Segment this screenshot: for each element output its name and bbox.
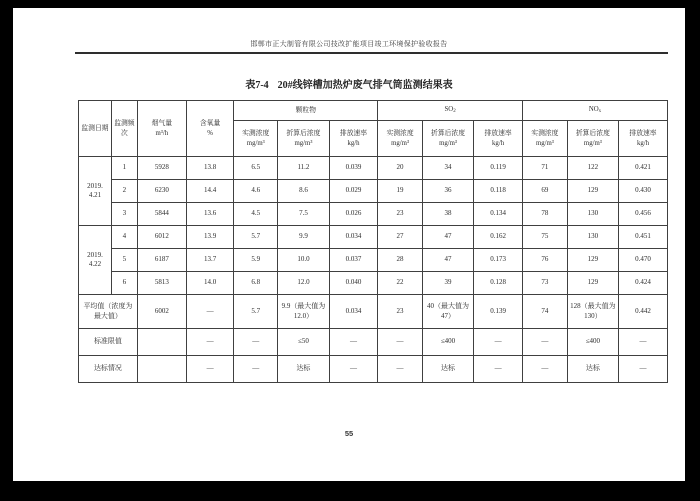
table-cell: 75 bbox=[523, 226, 568, 249]
table-cell: — bbox=[474, 329, 523, 356]
table-cell: 0.119 bbox=[474, 157, 523, 180]
col-header-flue-gas bbox=[137, 101, 186, 157]
table-cell: 6230 bbox=[137, 180, 186, 203]
table-row bbox=[79, 226, 668, 249]
col-header-date: 监测日期 bbox=[79, 101, 112, 157]
table-cell: — bbox=[329, 356, 377, 383]
col-header-oxygen-label: 含氧量 bbox=[199, 120, 221, 128]
table-cell: 7.5 bbox=[278, 203, 330, 226]
table-cell: 0.451 bbox=[619, 226, 668, 249]
table-title bbox=[13, 76, 685, 91]
nox-base: NO bbox=[588, 106, 599, 114]
subheader-so2-rate: 排放速率 kg/h bbox=[474, 121, 523, 157]
table-row bbox=[79, 272, 668, 295]
table-cell: ≤400 bbox=[567, 329, 618, 356]
compliance-row bbox=[79, 356, 668, 383]
table-cell: 0.173 bbox=[474, 249, 523, 272]
subheader-nox-measured: 实测浓度 mg/m³ bbox=[523, 121, 568, 157]
table-cell: 5813 bbox=[137, 272, 186, 295]
table-cell: 129 bbox=[567, 249, 618, 272]
table-cell: 78 bbox=[523, 203, 568, 226]
so2-base: SO bbox=[444, 106, 454, 114]
table-row bbox=[79, 180, 668, 203]
table-cell: 达标 bbox=[278, 356, 330, 383]
subheader-pm-rate: 排放速率 kg/h bbox=[329, 121, 377, 157]
cell-frequency: 5 bbox=[111, 249, 137, 272]
table-cell: 0.442 bbox=[619, 295, 668, 329]
table-row bbox=[79, 203, 668, 226]
table-cell: — bbox=[234, 329, 278, 356]
table-cell: 0.128 bbox=[474, 272, 523, 295]
table-cell: 9.9 bbox=[278, 226, 330, 249]
table-cell: ≤400 bbox=[422, 329, 473, 356]
table-cell: 5.9 bbox=[234, 249, 278, 272]
col-header-flue-gas-unit: m³/h bbox=[155, 129, 169, 137]
table-cell: 22 bbox=[378, 272, 423, 295]
col-header-oxygen-unit: % bbox=[207, 129, 213, 137]
table-cell: 130 bbox=[567, 203, 618, 226]
table-cell: 73 bbox=[523, 272, 568, 295]
table-cell: 74 bbox=[523, 295, 568, 329]
table-cell: 130 bbox=[567, 226, 618, 249]
table-cell: — bbox=[329, 329, 377, 356]
row-label-limit: 标准限值 bbox=[79, 329, 138, 356]
table-cell: 0.421 bbox=[619, 157, 668, 180]
table-cell: 0.456 bbox=[619, 203, 668, 226]
table-cell: 38 bbox=[422, 203, 473, 226]
table-cell: 0.034 bbox=[329, 226, 377, 249]
average-row bbox=[79, 295, 668, 329]
table-cell: 129 bbox=[567, 180, 618, 203]
table-cell: 0.470 bbox=[619, 249, 668, 272]
row-label-compliance: 达标情况 bbox=[79, 356, 138, 383]
table-cell: 122 bbox=[567, 157, 618, 180]
table-cell: 5.7 bbox=[234, 295, 278, 329]
subheader-so2-converted: 折算后浓度 mg/m³ bbox=[422, 121, 473, 157]
subheader-so2-measured: 实测浓度 mg/m³ bbox=[378, 121, 423, 157]
table-cell: 71 bbox=[523, 157, 568, 180]
table-cell: 0.139 bbox=[474, 295, 523, 329]
cell-frequency: 6 bbox=[111, 272, 137, 295]
table-cell: 76 bbox=[523, 249, 568, 272]
page-number: 55 bbox=[344, 429, 354, 438]
col-header-frequency: 监测频次 bbox=[111, 101, 137, 157]
group-header-so2 bbox=[378, 101, 523, 121]
table-cell: 34 bbox=[422, 157, 473, 180]
table-row bbox=[79, 249, 668, 272]
table-cell: 0.040 bbox=[329, 272, 377, 295]
monitoring-results-table bbox=[78, 100, 668, 383]
table-cell: 23 bbox=[378, 295, 423, 329]
table-row bbox=[79, 157, 668, 180]
table-cell: 23 bbox=[378, 203, 423, 226]
table-cell: 10.0 bbox=[278, 249, 330, 272]
table-cell: 36 bbox=[422, 180, 473, 203]
table-cell: 19 bbox=[378, 180, 423, 203]
table-cell: 13.9 bbox=[186, 226, 234, 249]
table-cell: 0.037 bbox=[329, 249, 377, 272]
table-cell: 13.7 bbox=[186, 249, 234, 272]
table-cell: — bbox=[619, 356, 668, 383]
row-label-average: 平均值（浓度为最大值） bbox=[79, 295, 138, 329]
table-cell: 12.0 bbox=[278, 272, 330, 295]
table-cell: 4.6 bbox=[234, 180, 278, 203]
table-cell: 47 bbox=[422, 249, 473, 272]
subheader-pm-converted: 折算后浓度 mg/m³ bbox=[278, 121, 330, 157]
table-cell: 5928 bbox=[137, 157, 186, 180]
table-cell: 5844 bbox=[137, 203, 186, 226]
subheader-pm-measured: 实测浓度 mg/m³ bbox=[234, 121, 278, 157]
table-cell: 0.424 bbox=[619, 272, 668, 295]
table-cell: 9.9（最大值为12.0） bbox=[278, 295, 330, 329]
page-header-text: 邯郸市正大制管有限公司技改扩能项目竣工环境保护验收报告 bbox=[250, 40, 448, 48]
table-cell: 6.8 bbox=[234, 272, 278, 295]
table-cell: 128（最大值为130） bbox=[567, 295, 618, 329]
cell-frequency: 3 bbox=[111, 203, 137, 226]
cell-frequency: 4 bbox=[111, 226, 137, 249]
table-cell: — bbox=[234, 356, 278, 383]
cell-frequency: 2 bbox=[111, 180, 137, 203]
table-cell: — bbox=[186, 295, 234, 329]
table-title-text: 20#线锌槽加热炉废气排气筒监测结果表 bbox=[277, 80, 453, 91]
table-cell bbox=[137, 329, 186, 356]
table-cell: 27 bbox=[378, 226, 423, 249]
cell-date-group-1: 2019. 4.21 bbox=[79, 157, 112, 226]
table-cell: 11.2 bbox=[278, 157, 330, 180]
table-cell: 0.029 bbox=[329, 180, 377, 203]
table-cell: 69 bbox=[523, 180, 568, 203]
header-row-groups bbox=[79, 101, 668, 121]
table-cell: 4.5 bbox=[234, 203, 278, 226]
table-cell: 28 bbox=[378, 249, 423, 272]
table-cell: 6187 bbox=[137, 249, 186, 272]
table-cell: — bbox=[523, 356, 568, 383]
group-header-nox bbox=[523, 101, 668, 121]
table-cell: 13.8 bbox=[186, 157, 234, 180]
standard-limit-row bbox=[79, 329, 668, 356]
table-cell: 0.430 bbox=[619, 180, 668, 203]
so2-subscript: 2 bbox=[453, 109, 456, 115]
table-cell: — bbox=[378, 329, 423, 356]
table-cell: 47 bbox=[422, 226, 473, 249]
table-cell: — bbox=[186, 329, 234, 356]
table-cell: 0.118 bbox=[474, 180, 523, 203]
table-cell: — bbox=[619, 329, 668, 356]
table-title-number: 表7-4 bbox=[245, 80, 269, 91]
table-cell: 达标 bbox=[567, 356, 618, 383]
table-cell: 14.4 bbox=[186, 180, 234, 203]
table-cell: 0.162 bbox=[474, 226, 523, 249]
table-cell: 0.039 bbox=[329, 157, 377, 180]
table-cell: 13.6 bbox=[186, 203, 234, 226]
table-cell: 5.7 bbox=[234, 226, 278, 249]
table-cell: — bbox=[474, 356, 523, 383]
group-header-particulate: 颗粒物 bbox=[234, 101, 378, 121]
nox-subscript: x bbox=[598, 109, 602, 115]
table-cell: 8.6 bbox=[278, 180, 330, 203]
table-cell: 0.026 bbox=[329, 203, 377, 226]
table-cell: 6.5 bbox=[234, 157, 278, 180]
header-rule bbox=[75, 52, 668, 54]
table-cell: — bbox=[523, 329, 568, 356]
document-page bbox=[13, 8, 685, 481]
table-cell: 129 bbox=[567, 272, 618, 295]
col-header-flue-gas-label: 烟气量 bbox=[151, 120, 172, 128]
table-cell: 0.034 bbox=[329, 295, 377, 329]
table-cell: 39 bbox=[422, 272, 473, 295]
table-cell: 达标 bbox=[422, 356, 473, 383]
table-cell: 14.0 bbox=[186, 272, 234, 295]
table-cell: — bbox=[378, 356, 423, 383]
table-cell: 6012 bbox=[137, 226, 186, 249]
table-cell: 20 bbox=[378, 157, 423, 180]
subheader-nox-rate: 排放速率 kg/h bbox=[619, 121, 668, 157]
table-cell: — bbox=[186, 356, 234, 383]
cell-date-group-2: 2019. 4.22 bbox=[79, 226, 112, 295]
col-header-oxygen bbox=[186, 101, 234, 157]
table-cell: ≤50 bbox=[278, 329, 330, 356]
subheader-nox-converted: 折算后浓度 mg/m³ bbox=[567, 121, 618, 157]
table-cell bbox=[137, 356, 186, 383]
cell-frequency: 1 bbox=[111, 157, 137, 180]
table-cell: 6002 bbox=[137, 295, 186, 329]
table-cell: 40（最大值为47） bbox=[422, 295, 473, 329]
table-cell: 0.134 bbox=[474, 203, 523, 226]
